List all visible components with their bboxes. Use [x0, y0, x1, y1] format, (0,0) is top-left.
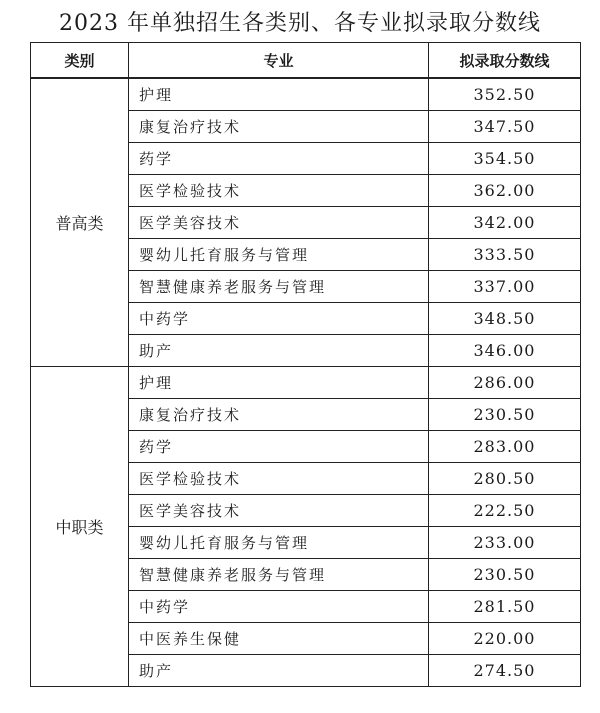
score-cell: 281.50: [429, 591, 581, 623]
score-cell: 230.50: [429, 399, 581, 431]
score-cell: 280.50: [429, 463, 581, 495]
major-cell: 康复治疗技术: [129, 111, 429, 143]
score-cell: 283.00: [429, 431, 581, 463]
table-row: [31, 78, 581, 111]
major-cell: 助产: [129, 655, 429, 687]
major-cell: 助产: [129, 335, 429, 367]
score-cell: 333.50: [429, 239, 581, 271]
score-cell: 348.50: [429, 303, 581, 335]
table-header-row: [31, 43, 581, 79]
score-cell: 342.00: [429, 207, 581, 239]
page-title: 2023 年单独招生各类别、各专业拟录取分数线: [59, 11, 541, 36]
score-cell: 230.50: [429, 559, 581, 591]
table-row: [31, 367, 581, 399]
major-cell: 婴幼儿托育服务与管理: [129, 527, 429, 559]
score-cell: 347.50: [429, 111, 581, 143]
major-cell: 中药学: [129, 591, 429, 623]
score-cell: 337.00: [429, 271, 581, 303]
category-cell: 普高类: [31, 78, 129, 367]
score-cell: 362.00: [429, 175, 581, 207]
header-category: 类别: [31, 43, 129, 79]
header-score: 拟录取分数线: [429, 43, 581, 79]
score-cell: 352.50: [429, 78, 581, 111]
score-cell: 274.50: [429, 655, 581, 687]
major-cell: 康复治疗技术: [129, 399, 429, 431]
major-cell: 护理: [129, 78, 429, 111]
major-cell: 医学美容技术: [129, 207, 429, 239]
score-cell: 286.00: [429, 367, 581, 399]
category-cell: 中职类: [31, 367, 129, 687]
major-cell: 婴幼儿托育服务与管理: [129, 239, 429, 271]
score-cell: 354.50: [429, 143, 581, 175]
major-cell: 中医养生保健: [129, 623, 429, 655]
major-cell: 药学: [129, 431, 429, 463]
header-major: 专业: [129, 43, 429, 79]
major-cell: 医学美容技术: [129, 495, 429, 527]
major-cell: 中药学: [129, 303, 429, 335]
major-cell: 医学检验技术: [129, 175, 429, 207]
table-body: [31, 78, 581, 687]
score-cell: 233.00: [429, 527, 581, 559]
score-table: [30, 42, 581, 687]
score-cell: 222.50: [429, 495, 581, 527]
major-cell: 护理: [129, 367, 429, 399]
major-cell: 药学: [129, 143, 429, 175]
score-cell: 346.00: [429, 335, 581, 367]
major-cell: 智慧健康养老服务与管理: [129, 271, 429, 303]
score-cell: 220.00: [429, 623, 581, 655]
major-cell: 医学检验技术: [129, 463, 429, 495]
major-cell: 智慧健康养老服务与管理: [129, 559, 429, 591]
